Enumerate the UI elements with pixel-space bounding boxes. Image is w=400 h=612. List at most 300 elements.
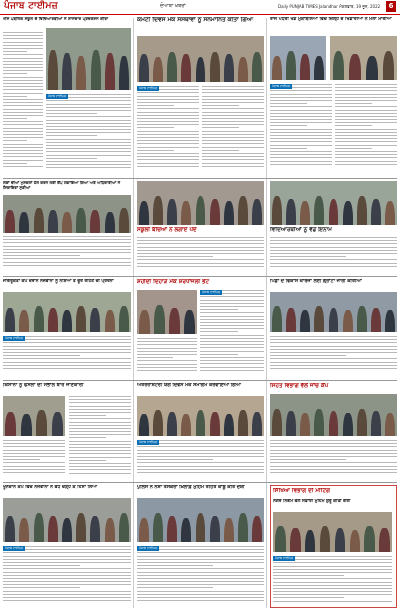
article-text (137, 86, 199, 170)
page-number: 6 (386, 1, 396, 12)
photo-figure (272, 56, 282, 80)
photo-figure (105, 212, 115, 233)
text-line (3, 575, 131, 576)
text-line (335, 164, 397, 165)
article-text (270, 336, 397, 374)
text-line (69, 437, 106, 438)
text-line (3, 163, 27, 164)
news-photo (273, 512, 392, 552)
text-line (3, 262, 131, 263)
text-line (202, 159, 264, 160)
text-line (137, 131, 199, 132)
photo-figure (210, 516, 220, 542)
news-photo (330, 36, 397, 80)
text-line (3, 568, 131, 569)
text-line (3, 73, 27, 74)
text-line (46, 139, 131, 140)
photo-figure (329, 411, 339, 436)
article-text (273, 556, 392, 604)
text-line (273, 597, 344, 598)
text-line (69, 425, 131, 426)
photo-figure (196, 410, 206, 436)
photo-figure (19, 212, 29, 233)
text-line (270, 125, 307, 126)
photo-figure (343, 310, 353, 332)
text-line (270, 472, 397, 473)
text-line (3, 450, 65, 451)
photo-figure (300, 310, 310, 332)
text-line (69, 431, 131, 432)
text-line (46, 120, 131, 121)
text-line (3, 581, 131, 582)
text-line (270, 440, 397, 441)
photo-figure (181, 201, 191, 225)
byline-tag: ਪੰਜਾਬ ਟਾਈਮਜ਼ (139, 86, 158, 90)
text-line (137, 105, 174, 106)
photo-figure (36, 410, 47, 436)
text-line (202, 112, 264, 113)
text-line (46, 104, 131, 105)
text-line (137, 341, 197, 342)
text-line (270, 113, 332, 114)
text-line (270, 110, 332, 111)
text-line (200, 363, 264, 364)
text-line (137, 360, 197, 361)
photo-figure (252, 52, 262, 82)
text-line (335, 119, 397, 120)
byline-tag: ਪੰਜਾਬ ਟਾਈਮਜ਼ (139, 440, 158, 444)
text-line (3, 587, 80, 588)
text-line (3, 109, 43, 110)
byline-tag: ਪੰਜਾਬ ਟਾਈਮਜ਼ (5, 336, 24, 340)
text-line (46, 167, 131, 168)
text-line (200, 331, 238, 332)
text-line (137, 462, 264, 463)
text-line (69, 434, 131, 435)
text-line (69, 463, 131, 464)
text-line (137, 456, 264, 457)
text-line (270, 122, 332, 123)
text-line (270, 368, 397, 369)
text-line (137, 99, 199, 100)
photo-figure (314, 409, 324, 436)
photo-figure (5, 308, 15, 332)
text-line (3, 118, 27, 119)
text-line (3, 559, 131, 560)
text-line (3, 249, 131, 250)
text-line (270, 450, 397, 451)
byline-tag: ਪੰਜਾਬ ਟਾਈਮਜ਼ (202, 290, 221, 294)
photo-figure (91, 50, 101, 90)
text-line (46, 161, 131, 162)
photo-figure (105, 310, 115, 332)
article-text (335, 84, 397, 170)
text-line (3, 578, 131, 579)
text-line (3, 70, 43, 71)
photo-figure (181, 414, 191, 436)
news-photo (137, 498, 264, 542)
photo-figure (184, 310, 195, 334)
text-line (3, 105, 43, 106)
photo-figure (350, 530, 360, 552)
photo-figure (76, 56, 86, 90)
text-line (69, 441, 131, 442)
photo-figure (272, 306, 282, 332)
photo-figure (290, 528, 300, 552)
text-line (270, 247, 397, 248)
text-line (335, 141, 397, 142)
headline: ਸ਼ਹੀਦੀ ਦਿਹਾੜੇ ਮੌਕੇ ਸ਼ਰਧਾਂਜਲੀ ਭੇਟ (137, 279, 210, 285)
text-line (3, 242, 131, 243)
photo-figure (196, 513, 206, 542)
photo-figure (139, 414, 149, 436)
text-line (270, 148, 307, 149)
photo-figure (385, 310, 395, 332)
photo-figure (357, 196, 367, 225)
headline: ਜਾਗਰੂਕਤਾ ਕੈਂਪ ਦੌਰਾਨ ਨੌਜਵਾਨਾਂ ਨੂੰ ਨਸ਼ਿਆਂ ਤੋਂ ਦੂਰ ਰਹਿਣ ਦੀ ਪ੍ਰੇਰਨਾ (3, 279, 114, 284)
text-line (270, 100, 332, 101)
byline-tag: ਪੰਜਾਬ ਟਾਈਮਜ਼ (275, 556, 294, 560)
photo-figure (385, 201, 395, 225)
article-text (137, 546, 264, 606)
text-line (137, 575, 264, 576)
text-line (3, 352, 131, 353)
text-line (46, 145, 131, 146)
photo-figure (224, 518, 234, 542)
text-line (3, 32, 43, 33)
photo-figure (364, 526, 374, 552)
text-line (137, 578, 264, 579)
text-line (3, 556, 131, 557)
text-line (270, 358, 397, 359)
text-line (3, 355, 80, 356)
text-line (270, 339, 397, 340)
text-line (270, 132, 332, 133)
text-line (270, 145, 332, 146)
text-line (137, 256, 213, 257)
photo-figure (119, 56, 129, 90)
text-line (137, 250, 264, 251)
text-line (270, 253, 397, 254)
headline: ਰਾਜ ਪੱਧਰੀ ਖੇਡ ਮੁਕਾਬਲਿਆਂ ਵਿੱਚ ਜ਼ਿਲ੍ਹੇ ਦੇ ਖਿਡਾਰੀਆਂ ਨੇ ਮੱਲਾਂ ਮਾਰੀਆਂ (270, 17, 392, 22)
text-line (137, 147, 199, 148)
photo-figure (252, 516, 262, 542)
text-line (137, 453, 264, 454)
text-line (270, 94, 332, 95)
text-line (3, 591, 131, 592)
text-line (3, 349, 131, 350)
text-line (273, 588, 392, 589)
photo-figure (169, 308, 180, 334)
text-line (202, 115, 264, 116)
text-line (202, 105, 239, 106)
news-photo (270, 292, 397, 332)
photo-figure (286, 199, 296, 225)
text-line (137, 259, 264, 260)
photo-figure (167, 412, 177, 436)
text-line (273, 566, 392, 567)
text-line (3, 58, 43, 59)
photo-figure (153, 410, 163, 436)
text-line (69, 428, 131, 429)
text-line (202, 150, 239, 151)
photo-figure (196, 196, 206, 225)
text-line (137, 364, 197, 365)
text-line (3, 252, 131, 253)
text-line (202, 127, 239, 128)
text-line (137, 466, 264, 467)
photo-figure (76, 513, 86, 542)
photo-figure (210, 412, 220, 436)
text-line (202, 102, 264, 103)
text-line (137, 568, 264, 569)
text-line (3, 368, 131, 369)
text-line (46, 113, 97, 114)
text-line (137, 472, 264, 473)
text-line (137, 263, 264, 264)
text-line (335, 87, 397, 88)
text-line (3, 153, 43, 154)
text-line (200, 357, 264, 358)
text-line (3, 584, 131, 585)
news-photo (3, 292, 131, 332)
photo-figure (371, 199, 381, 225)
photo-figure (153, 57, 163, 82)
headline: ਐੱਸ ਪਬਲਿਕ ਸਕੂਲ ਦੇ ਵਿਦਿਆਰਥੀਆਂ ਨੇ ਸ਼ਾਨਦਾਰ ਪ੍ਰਦਰਸ਼ਨ ਕੀਤਾ (3, 17, 109, 21)
photo-figure (335, 528, 345, 552)
text-line (270, 349, 397, 350)
section-title: ਦੋਆਬਾ ਖ਼ਬਰਾਂ (160, 3, 186, 9)
text-line (202, 166, 264, 167)
text-line (137, 247, 264, 248)
text-line (200, 312, 264, 313)
text-line (270, 462, 397, 463)
text-line (137, 96, 199, 97)
text-line (3, 48, 43, 49)
text-line (137, 344, 197, 345)
photo-figure (329, 308, 339, 332)
text-line (69, 453, 131, 454)
headline: ਸਿਹਤ ਵਿਭਾਗ ਵੱਲੋਂ ਜਾਂਚ ਕੈਂਪ (270, 383, 329, 389)
text-line (202, 89, 264, 90)
text-line (200, 338, 264, 339)
text-line (3, 156, 43, 157)
text-line (200, 344, 264, 345)
text-line (335, 90, 397, 91)
text-line (200, 303, 264, 304)
text-line (335, 157, 397, 158)
text-line (270, 116, 332, 117)
text-line (3, 456, 65, 457)
photo-figure (349, 54, 361, 80)
text-line (137, 112, 199, 113)
text-line (137, 594, 264, 595)
news-photo (137, 396, 264, 436)
text-line (69, 469, 131, 470)
photo-figure (167, 516, 177, 542)
text-line (270, 129, 332, 130)
photo-figure (90, 308, 100, 332)
text-line (3, 462, 65, 463)
photo-figure (139, 54, 149, 82)
news-photo (270, 36, 326, 80)
article-text (202, 86, 264, 170)
text-line (137, 357, 173, 358)
photo-figure (238, 513, 248, 542)
text-line (137, 92, 199, 93)
text-line (137, 253, 264, 254)
text-line (270, 346, 397, 347)
text-line (335, 113, 397, 114)
column-divider (266, 18, 267, 608)
text-line (3, 77, 43, 78)
text-line (335, 106, 397, 107)
text-line (270, 161, 332, 162)
photo-figure (305, 530, 315, 552)
photo-figure (48, 210, 58, 233)
photo-figure (252, 412, 262, 436)
byline-tag: ਪੰਜਾਬ ਟਾਈਮਜ਼ (139, 546, 158, 550)
photo-figure (167, 199, 177, 225)
photo-figure (119, 208, 129, 233)
text-line (46, 148, 131, 149)
text-line (137, 565, 213, 566)
text-line (46, 126, 131, 127)
photo-figure (154, 305, 165, 334)
text-line (137, 134, 199, 135)
photo-figure (383, 51, 395, 80)
text-line (137, 115, 199, 116)
photo-figure (238, 196, 248, 225)
photo-figure (272, 409, 282, 436)
text-line (270, 352, 397, 353)
text-line (137, 121, 199, 122)
text-line (270, 362, 397, 363)
text-line (46, 100, 131, 101)
text-line (3, 600, 131, 601)
text-line (270, 446, 397, 447)
text-line (137, 127, 174, 128)
headline: ਖੂਨਦਾਨ ਕੈਂਪ ਵਿੱਚ ਨੌਜਵਾਨਾਂ ਨੇ ਵਧ ਚੜ੍ਹ ਕੇ ਹਿੱਸਾ ਲਿਆ (3, 485, 98, 490)
text-line (3, 80, 43, 81)
text-line (69, 396, 131, 397)
text-line (3, 93, 43, 94)
text-line (270, 154, 332, 155)
text-line (3, 440, 65, 441)
text-line (3, 137, 43, 138)
text-line (202, 108, 264, 109)
article-text (137, 338, 197, 374)
news-photo (270, 181, 397, 225)
text-line (69, 444, 131, 445)
text-line (335, 145, 397, 146)
text-line (3, 562, 131, 563)
headline: ਸਿੱਖਿਆ ਵਿਭਾਗ ਦੀ ਮੀਟਿੰਗ (273, 488, 331, 494)
text-line (202, 163, 264, 164)
article-text (3, 32, 43, 172)
text-line (3, 466, 65, 467)
text-line (3, 342, 131, 343)
text-line (200, 296, 264, 297)
text-line (3, 38, 43, 39)
photo-figure (272, 196, 282, 225)
text-line (46, 164, 131, 165)
photo-figure (34, 513, 44, 542)
text-line (3, 35, 43, 36)
photo-figure (5, 412, 16, 436)
text-line (137, 124, 199, 125)
photo-figure (385, 413, 395, 436)
text-line (270, 355, 346, 356)
text-line (200, 341, 264, 342)
photo-figure (76, 306, 86, 332)
text-line (270, 90, 332, 91)
article-text (69, 396, 131, 476)
text-line (202, 147, 264, 148)
article-text (46, 94, 131, 172)
text-line (137, 243, 264, 244)
text-line (270, 266, 397, 267)
photo-figure (224, 414, 234, 436)
news-photo (3, 396, 65, 436)
text-line (335, 135, 397, 136)
text-line (69, 402, 131, 403)
text-line (3, 144, 43, 145)
photo-figure (196, 57, 206, 82)
text-line (137, 370, 197, 371)
text-line (270, 141, 332, 142)
text-line (3, 51, 27, 52)
text-line (3, 258, 131, 259)
text-line (137, 354, 197, 355)
text-line (69, 457, 131, 458)
text-line (69, 422, 131, 423)
text-line (202, 134, 264, 135)
text-line (270, 456, 397, 457)
headline: ਕਿਸਾਨਾਂ ਨੂੰ ਫਸਲਾਂ ਦੀ ਸੰਭਾਲ ਬਾਰੇ ਜਾਣਕਾਰੀ (3, 383, 84, 388)
text-line (335, 94, 397, 95)
text-line (137, 266, 264, 267)
text-line (202, 143, 264, 144)
photo-figure (62, 53, 72, 90)
news-photo (137, 36, 264, 82)
text-line (335, 151, 397, 152)
section-rule (3, 380, 397, 381)
text-line (137, 156, 199, 157)
photo-figure (153, 513, 163, 542)
text-line (270, 469, 397, 470)
text-line (137, 159, 199, 160)
text-line (200, 328, 264, 329)
text-line (3, 89, 43, 90)
text-line (137, 108, 199, 109)
text-line (270, 97, 332, 98)
text-line (200, 322, 264, 323)
photo-figure (167, 52, 177, 82)
news-photo (46, 28, 131, 90)
text-line (270, 250, 397, 251)
article-text (270, 237, 397, 271)
photo-figure (314, 196, 324, 225)
photo-figure (34, 306, 44, 332)
text-line (3, 446, 65, 447)
text-line (137, 552, 264, 553)
photo-figure (379, 528, 389, 552)
masthead (0, 0, 400, 15)
text-line (3, 61, 43, 62)
text-line (270, 459, 346, 460)
text-line (270, 342, 397, 343)
